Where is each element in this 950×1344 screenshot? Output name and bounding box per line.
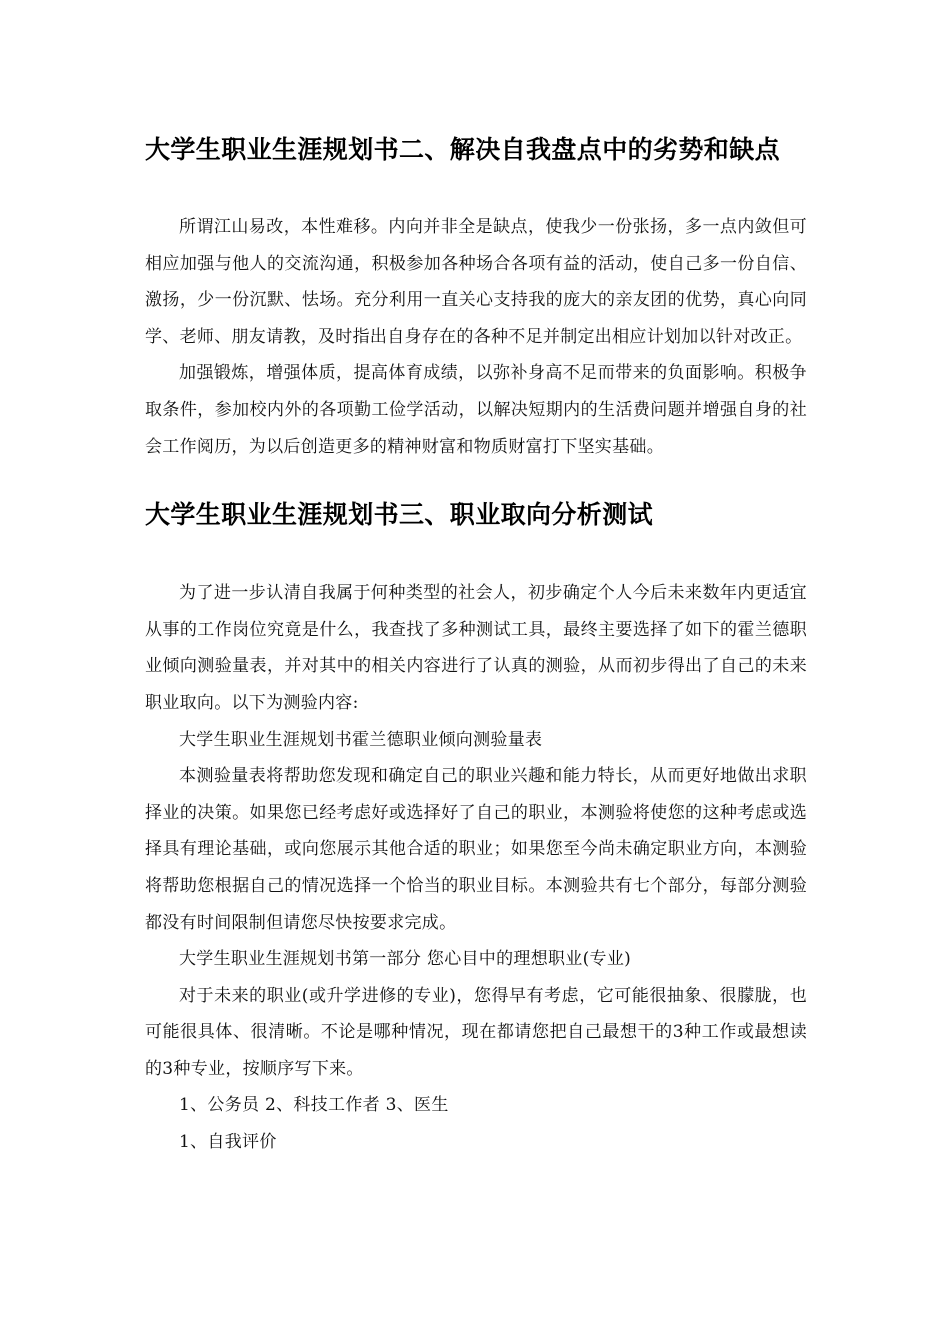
- document-body: [145, 132, 807, 1161]
- section-title-career-test: 大学生职业生涯规划书三、职业取向分析测试: [145, 500, 654, 530]
- paragraph-self-evaluation: 1、自我评价: [179, 1132, 277, 1153]
- paragraph-holland-scale-title: 大学生职业生涯规划书霍兰德职业倾向测验量表: [179, 729, 543, 750]
- paragraph-career-choices: 1、公务员 2、科技工作者 3、医生: [179, 1095, 449, 1116]
- paragraph-introversion: 所谓江山易改，本性难移。内向并非全是缺点，使我少一份张扬，多一点内敛但可相应加强与他人的交流沟通，积极参加各种场合各项有益的活动，使自己多一份自信、激扬，少一份沉默、怯场。充分利用一直关心支持我的庞大的亲友团的优势，真心向同学、老师、朋友请教，及时指出自身存在的各种不足并制定出相应计划加以针对改正。: [145, 217, 807, 347]
- paragraph-exercise: 加强锻炼，增强体质，提高体育成绩，以弥补身高不足而带来的负面影响。积极争取条件，参加校内外的各项勤工俭学活动，以解决短期内的生活费问题并增强自身的社会工作阅历，为以后创造更多的精神财富和物质财富打下坚实基础。: [145, 363, 807, 457]
- paragraph-scale-description: 本测验量表将帮助您发现和确定自己的职业兴趣和能力特长，从而更好地做出求职择业的决策。如果您已经考虑好或选择好了自己的职业，本测验将使您的这种考虑或选择具有理论基础，或向您展示其他合适的职业；如果您至今尚未确定职业方向，本测验将帮助您根据自己的情况选择一个恰当的职业目标。本测验共有七个部分，每部分测验都没有时间限制但请您尽快按要求完成。: [145, 766, 807, 933]
- paragraph-part-one-instructions: 对于未来的职业(或升学进修的专业)，您得早有考虑，它可能很抽象、很朦胧，也可能很具体、很清晰。不论是哪种情况，现在都请您把自己最想干的3种工作或最想读的3种专业，按顺序写下来。: [145, 985, 807, 1079]
- paragraph-test-intro: 为了进一步认清自我属于何种类型的社会人，初步确定个人今后未来数年内更适宜从事的工作岗位究竟是什么，我查找了多种测试工具，最终主要选择了如下的霍兰德职业倾向测验量表，并对其中的相关内容进行了认真的测验，从而初步得出了自己的未来职业取向。以下为测验内容:: [145, 583, 807, 713]
- paragraph-part-one-title: 大学生职业生涯规划书第一部分 您心目中的理想职业(专业): [179, 949, 632, 970]
- section-title-weaknesses: 大学生职业生涯规划书二、解决自我盘点中的劣势和缺点: [145, 135, 781, 164]
